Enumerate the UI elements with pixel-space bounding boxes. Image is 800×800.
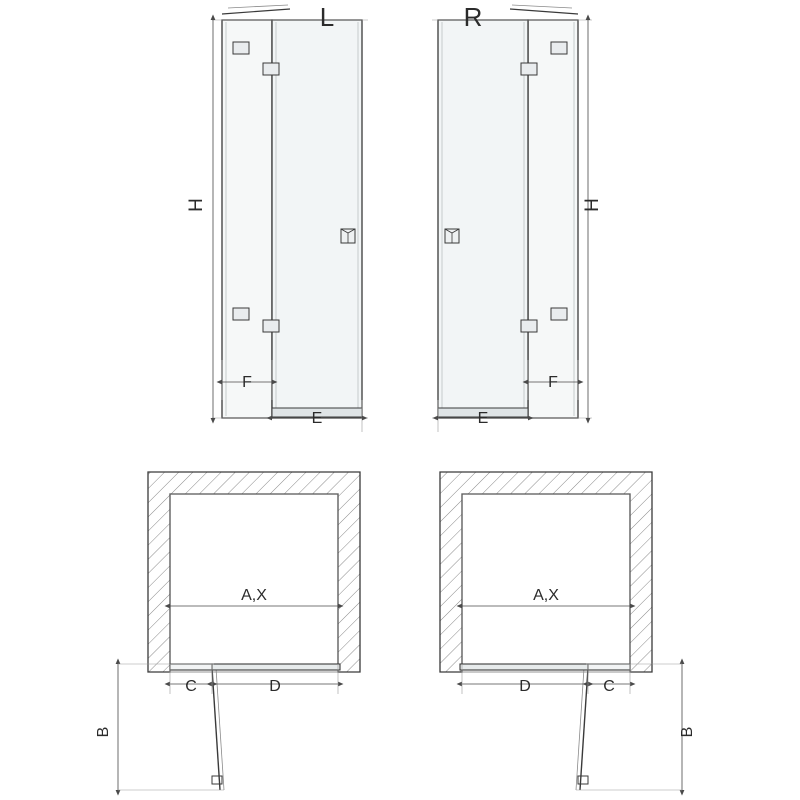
dimension-label-C: C <box>185 678 197 695</box>
dimension-label-C: C <box>603 678 615 695</box>
hinge-icon <box>233 308 249 320</box>
dimension-label-AX: A,X <box>533 587 559 604</box>
handle-plan-icon <box>212 776 222 784</box>
door-leaf-open <box>580 668 588 790</box>
hinge-icon <box>551 42 567 54</box>
dimension-label-H: H <box>186 198 207 212</box>
plan-right-view <box>440 472 696 790</box>
fixed-panel-plan <box>212 664 340 670</box>
hinge-icon <box>263 63 279 75</box>
dimension-label-B: B <box>679 726 696 738</box>
top-edge-line-2 <box>512 5 572 8</box>
door-panel-plan <box>588 664 630 670</box>
fixed-panel-glass <box>528 20 578 418</box>
dimension-label-AX: A,X <box>241 587 267 604</box>
handle-plan-icon <box>578 776 588 784</box>
recess-outline <box>170 494 338 672</box>
top-edge-line-2 <box>228 5 288 8</box>
recess-outline <box>462 494 630 672</box>
dimension-label-D: D <box>269 678 281 695</box>
door-leaf-open-2 <box>216 668 224 790</box>
door-panel-glass <box>272 20 362 418</box>
dimension-label-F: F <box>242 374 252 391</box>
dimension-label-H: H <box>582 198 603 212</box>
fixed-panel-plan <box>460 664 588 670</box>
hinge-icon <box>263 320 279 332</box>
dimension-label-B: B <box>95 726 112 738</box>
variant-label-left: L <box>319 2 335 32</box>
hinge-icon <box>521 63 537 75</box>
dimension-label-E: E <box>477 410 489 427</box>
dimension-label-F: F <box>548 374 558 391</box>
dimension-label-D: D <box>519 678 531 695</box>
variant-label-right: R <box>463 2 483 32</box>
hinge-icon <box>551 308 567 320</box>
elevation-left-view <box>186 2 368 432</box>
wall-hatch <box>440 472 652 672</box>
door-panel-plan <box>170 664 212 670</box>
dimension-label-E: E <box>311 410 323 427</box>
top-edge-line <box>510 9 578 14</box>
door-leaf-open <box>212 668 220 790</box>
fixed-panel-glass <box>222 20 272 418</box>
hinge-icon <box>233 42 249 54</box>
door-leaf-open-2 <box>576 668 584 790</box>
handle-icon <box>445 229 459 243</box>
door-panel-glass <box>438 20 528 418</box>
plan-left-view <box>95 472 360 790</box>
top-edge-line <box>222 9 290 14</box>
wall-hatch <box>148 472 360 672</box>
handle-icon <box>341 229 355 243</box>
hinge-icon <box>521 320 537 332</box>
elevation-right-view <box>432 2 603 432</box>
